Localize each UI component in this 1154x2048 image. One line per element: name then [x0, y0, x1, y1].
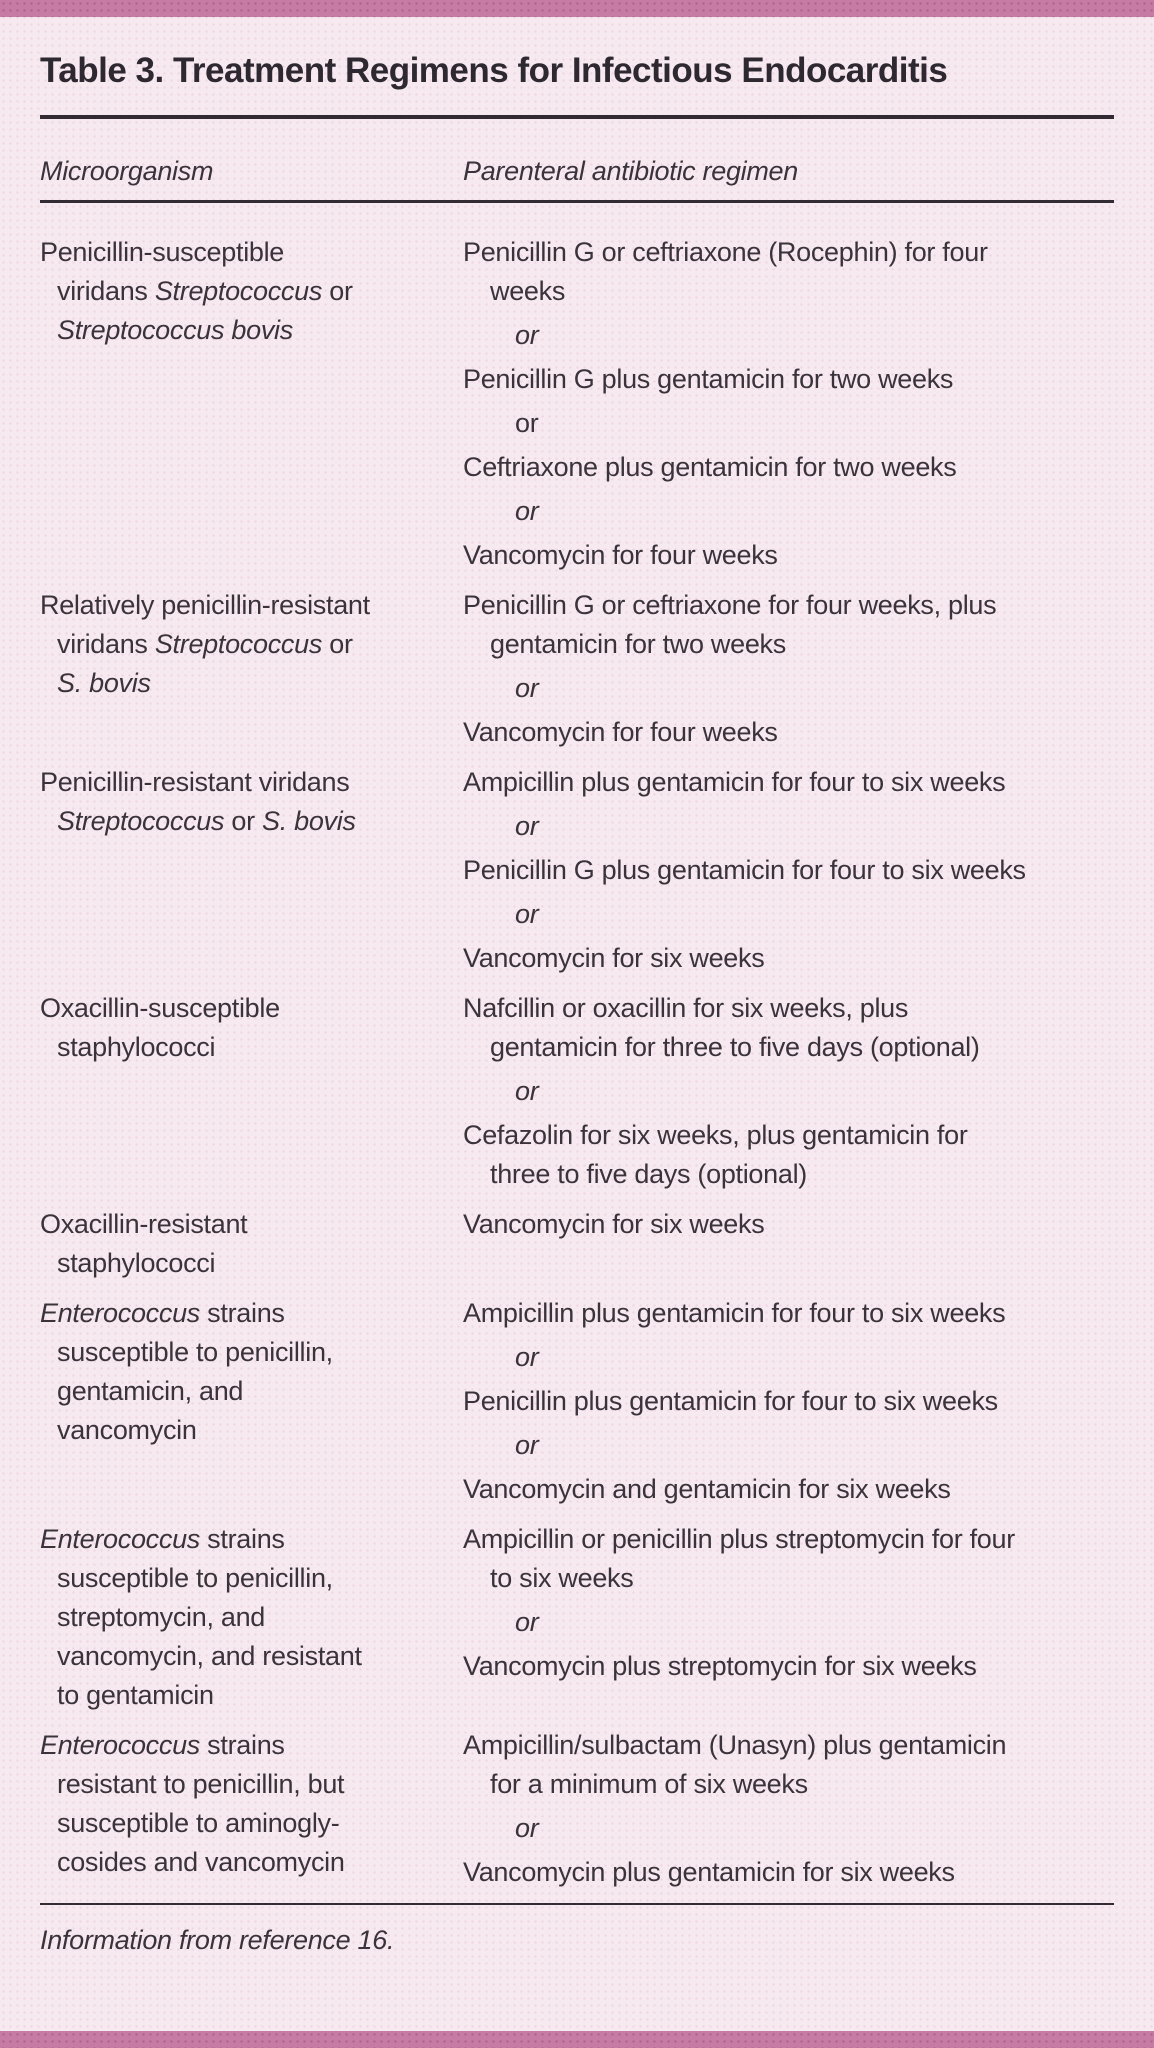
- regimen-entry: [463, 1116, 1114, 1194]
- text-segment: staphylococci: [57, 1248, 216, 1278]
- microorganism-cell: [40, 1726, 463, 1892]
- top-accent-bar: [0, 0, 1154, 17]
- microorganism-cell: [40, 1294, 463, 1509]
- microorganism-line: [40, 989, 453, 1028]
- text-segment: streptomycin, and: [57, 1602, 265, 1632]
- header-divider: [40, 200, 1114, 203]
- text-segment: Oxacillin-susceptible: [40, 993, 280, 1023]
- text-segment: Penicillin-susceptible: [40, 237, 285, 267]
- table-row: [40, 1205, 1114, 1283]
- microorganism-line: [40, 1520, 453, 1559]
- microorganism-cell: [40, 989, 463, 1194]
- regimen-line: Nafcillin or oxacillin for six weeks, plus: [463, 993, 909, 1023]
- table-row: [40, 989, 1114, 1194]
- footer-divider: [40, 1903, 1114, 1905]
- regimen-cell: [463, 989, 1114, 1194]
- microorganism-line: [40, 625, 453, 664]
- regimen-entry: [463, 1294, 1114, 1333]
- table-body: [40, 233, 1114, 1892]
- text-segment: viridans: [57, 276, 155, 306]
- regimen-entry: [463, 1726, 1114, 1804]
- or-separator: or: [515, 1607, 539, 1637]
- microorganism-line: [40, 233, 453, 272]
- text-segment: Streptococcus: [57, 806, 225, 836]
- regimen-line: Cefazolin for six weeks, plus gentamicin for: [463, 1120, 968, 1150]
- regimen-line: Vancomycin for six weeks: [463, 1209, 765, 1239]
- regimen-line: Penicillin G or ceftriaxone for four weeks, plus: [463, 590, 997, 620]
- regimen-line: Ampicillin or penicillin plus streptomycin for four: [463, 1524, 1015, 1554]
- text-segment: strains: [199, 1730, 285, 1760]
- text-segment: Enterococcus: [40, 1730, 200, 1760]
- regimen-line: Vancomycin for four weeks: [463, 717, 778, 747]
- regimen-line: Vancomycin for six weeks: [463, 943, 765, 973]
- regimen-entry: [463, 1520, 1114, 1598]
- text-segment: Enterococcus: [40, 1298, 200, 1328]
- microorganism-line: [40, 1765, 453, 1804]
- microorganism-line: [40, 1637, 453, 1676]
- regimen-line: Vancomycin plus streptomycin for six weeks: [463, 1651, 977, 1681]
- regimen-entry: [463, 233, 1114, 311]
- text-segment: Streptococcus: [154, 276, 323, 306]
- or-separator: or: [515, 1813, 539, 1843]
- regimen-entry: [463, 536, 1114, 575]
- text-segment: Penicillin-resistant viridans: [40, 767, 350, 797]
- table-title: Table 3. Treatment Regimens for Infectious Endocarditis: [40, 51, 948, 90]
- regimen-cell: [463, 586, 1114, 752]
- or-separator: or: [515, 320, 539, 350]
- table-figure: [0, 49, 1154, 1960]
- text-segment: or: [224, 806, 262, 836]
- regimen-line: Penicillin G plus gentamicin for four to six weeks: [463, 855, 1026, 885]
- text-segment: resistant to penicillin, but: [57, 1769, 345, 1799]
- column-headers: [40, 152, 1114, 191]
- regimen-cell: [463, 1520, 1114, 1715]
- regimen-entry: [463, 939, 1114, 978]
- regimen-line: weeks: [490, 276, 566, 306]
- text-segment: S. bovis: [262, 806, 356, 836]
- microorganism-line: [40, 1804, 453, 1843]
- text-segment: Oxacillin-resistant: [40, 1209, 248, 1239]
- microorganism-line: [40, 1843, 453, 1882]
- microorganism-cell: [40, 1205, 463, 1283]
- text-segment: Enterococcus: [40, 1524, 200, 1554]
- footnote: Information from reference 16.: [40, 1925, 395, 1955]
- title-divider: [40, 115, 1114, 119]
- microorganism-line: [40, 1333, 453, 1372]
- microorganism-line: [40, 1676, 453, 1715]
- regimen-line: Vancomycin plus gentamicin for six weeks: [463, 1857, 955, 1887]
- regimen-entry: [463, 1647, 1114, 1686]
- regimen-entry: [463, 763, 1114, 802]
- microorganism-line: [40, 1205, 453, 1244]
- regimen-entry: [463, 360, 1114, 399]
- or-separator: or: [515, 1430, 539, 1460]
- regimen-cell: [463, 233, 1114, 575]
- text-segment: cosides and vancomycin: [57, 1847, 345, 1877]
- microorganism-line: [40, 272, 453, 311]
- or-separator: or: [515, 1076, 539, 1106]
- or-separator: or: [515, 899, 539, 929]
- microorganism-line: [40, 664, 453, 703]
- regimen-entry: [463, 1205, 1114, 1244]
- regimen-entry: [463, 586, 1114, 664]
- table-row: [40, 1294, 1114, 1509]
- or-separator: or: [515, 496, 539, 526]
- regimen-entry: [463, 1853, 1114, 1892]
- text-segment: vancomycin: [57, 1415, 197, 1445]
- or-separator: or: [515, 811, 539, 841]
- microorganism-cell: [40, 1520, 463, 1715]
- regimen-line: gentamicin for two weeks: [490, 629, 786, 659]
- table-row: [40, 763, 1114, 978]
- microorganism-line: [40, 1294, 453, 1333]
- regimen-line: Penicillin G plus gentamicin for two weeks: [463, 364, 954, 394]
- microorganism-line: [40, 586, 453, 625]
- text-segment: vancomycin, and resistant: [57, 1641, 362, 1671]
- or-separator: or: [515, 1342, 539, 1372]
- regimen-cell: [463, 763, 1114, 978]
- regimen-line: for a minimum of six weeks: [490, 1769, 808, 1799]
- text-segment: Streptococcus bovis: [57, 315, 293, 345]
- microorganism-line: [40, 1244, 453, 1283]
- regimen-line: to six weeks: [490, 1563, 634, 1593]
- text-segment: susceptible to penicillin,: [57, 1337, 333, 1367]
- regimen-cell: [463, 1205, 1114, 1283]
- text-segment: S. bovis: [57, 668, 151, 698]
- regimen-line: Ceftriaxone plus gentamicin for two weeks: [463, 452, 957, 482]
- text-segment: staphylococci: [57, 1032, 216, 1062]
- text-segment: or: [322, 629, 353, 659]
- regimen-line: Ampicillin plus gentamicin for four to six weeks: [463, 1298, 1006, 1328]
- microorganism-cell: [40, 586, 463, 752]
- text-segment: or: [322, 276, 353, 306]
- table-row: [40, 1726, 1114, 1892]
- regimen-cell: [463, 1726, 1114, 1892]
- regimen-entry: [463, 448, 1114, 487]
- microorganism-line: [40, 763, 453, 802]
- microorganism-line: [40, 1411, 453, 1450]
- text-segment: to gentamicin: [57, 1680, 214, 1710]
- microorganism-line: [40, 1372, 453, 1411]
- regimen-entry: [463, 989, 1114, 1067]
- text-segment: viridans: [57, 629, 155, 659]
- microorganism-line: [40, 1598, 453, 1637]
- table-row: [40, 1520, 1114, 1715]
- regimen-line: Ampicillin/sulbactam (Unasyn) plus gentamicin: [463, 1730, 1007, 1760]
- regimen-line: gentamicin for three to five days (optional): [490, 1032, 980, 1062]
- text-segment: susceptible to aminogly-: [57, 1808, 340, 1838]
- or-separator: or: [515, 408, 539, 438]
- microorganism-cell: [40, 233, 463, 575]
- microorganism-line: [40, 1726, 453, 1765]
- microorganism-line: [40, 1028, 453, 1067]
- text-segment: susceptible to penicillin,: [57, 1563, 333, 1593]
- text-segment: strains: [199, 1524, 285, 1554]
- microorganism-cell: [40, 763, 463, 978]
- text-segment: Streptococcus: [154, 629, 323, 659]
- regimen-line: Penicillin G or ceftriaxone (Rocephin) for four: [463, 237, 988, 267]
- regimen-line: Vancomycin and gentamicin for six weeks: [463, 1474, 951, 1504]
- regimen-entry: [463, 713, 1114, 752]
- regimen-entry: [463, 1470, 1114, 1509]
- table-row: [40, 233, 1114, 575]
- microorganism-line: [40, 311, 453, 350]
- microorganism-line: [40, 1559, 453, 1598]
- text-segment: strains: [199, 1298, 285, 1328]
- regimen-line: Vancomycin for four weeks: [463, 540, 778, 570]
- regimen-line: Penicillin plus gentamicin for four to six weeks: [463, 1386, 998, 1416]
- regimen-cell: [463, 1294, 1114, 1509]
- bottom-accent-bar: [0, 2031, 1154, 2048]
- or-separator: or: [515, 673, 539, 703]
- text-segment: Relatively penicillin-resistant: [40, 590, 370, 620]
- regimen-line: three to five days (optional): [490, 1159, 807, 1189]
- column-header-microorganism: Microorganism: [40, 156, 214, 186]
- microorganism-line: [40, 802, 453, 841]
- regimen-entry: [463, 1382, 1114, 1421]
- column-header-regimen: Parenteral antibiotic regimen: [463, 156, 798, 186]
- regimen-line: Ampicillin plus gentamicin for four to six weeks: [463, 767, 1006, 797]
- regimen-entry: [463, 851, 1114, 890]
- text-segment: gentamicin, and: [57, 1376, 244, 1406]
- table-row: [40, 586, 1114, 752]
